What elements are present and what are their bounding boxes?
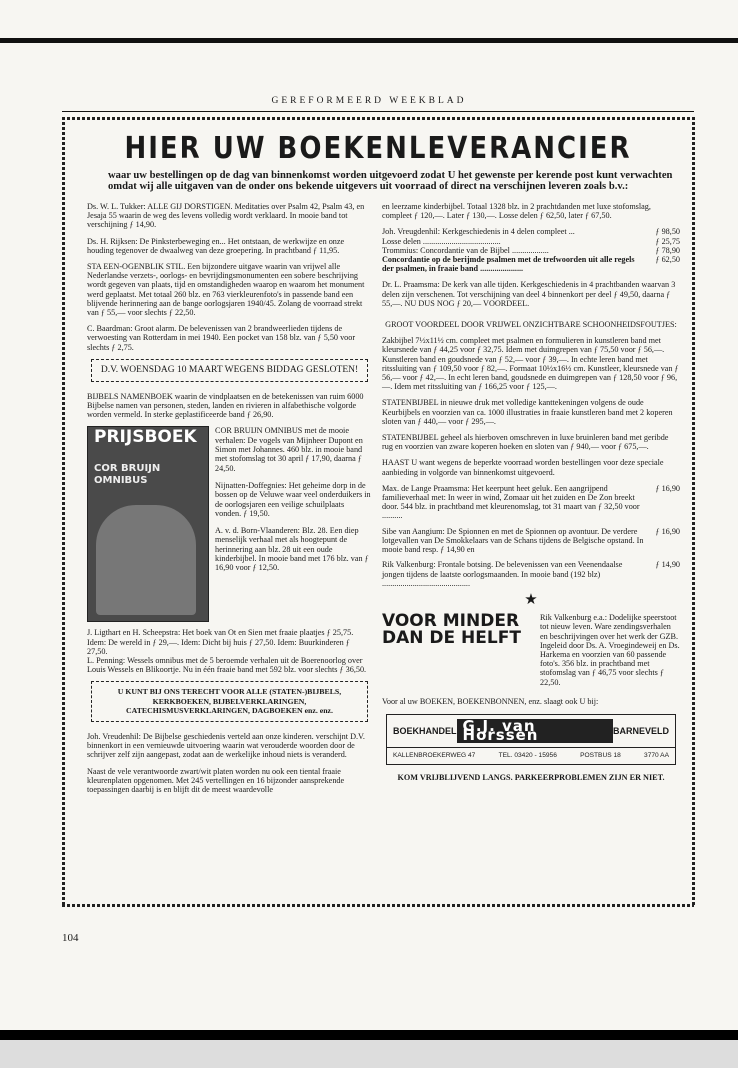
haast-notice: HAAST U want wegens de beperkte voorraad worden bestellingen voor deze speciale aanbieding in volgorde van binnenkomst uitgevoerd.: [382, 458, 664, 477]
ad-ligthart: J. Ligthart en H. Scheepstra: Het boek van Ot en Sien met fraaie plaatjes ƒ 25,75. Idem: De wereld in ƒ 29,—. Idem: Dicht bij huis ƒ 27,50. Idem: Buurkinderen ƒ 27,50.: [87, 628, 354, 656]
bibles-notice: U KUNT BIJ ONS TERECHT VOOR ALLE (STATEN-)BIJBELS, KERKBOEKEN, BIJBELVERKLARINGEN, CATECHISMUSVERKLARINGEN, DAGBOEKEN enz. enz.: [91, 681, 368, 722]
top-wavy-border: [62, 117, 694, 120]
header-rule: [62, 111, 694, 112]
ad-rijksen: Ds. H. Rijksen: De Pinksterbeweging en... Het ontstaan, de werkwijze en onze houding tegenover de dwaalweg van deze groepering. In prachtband ƒ 11,95.: [87, 236, 345, 255]
ad-namenboek: BIJBELS NAMENBOEK waarin de vindplaatsen en de betekenissen van ruim 6000 Bijbelse namen van personen, steden, landen en rivieren in alfabethische volgorde worden vermeld. In sterke geplastificeerde band ƒ 26,90.: [87, 391, 364, 420]
shop-intro: Voor al uw BOEKEN, BOEKENBONNEN, enz. slaagt ook U bij:: [382, 696, 599, 706]
closing-line: KOM VRIJBLIJVEND LANGS. PARKEERPROBLEMEN ZIJN ER NIET.: [397, 772, 665, 782]
shop-advert: [386, 714, 676, 765]
shop-postcode: 3770 AA: [644, 752, 669, 760]
bottom-border: [0, 1030, 738, 1040]
ad-zakbijbel: Zakbijbel 7½x11½ cm. compleet met psalmen en formulieren in kunstleren band met kleursnede van ƒ 44,25 voor ƒ 32,75. Idem met duimgrepen van ƒ 75,50 voor ƒ 56,—. Kunstleren band en goudsnede van ƒ 52,— voor ƒ 39,—. In echte leren band met ritssluiting van ƒ 109,50 voor ƒ 82,—. Formaat 10½x16½ cm. Kunstleer, kleursnede van ƒ 56,— voor ƒ 42,—. In echt leren band, goudsnede en duimgrepen van ƒ 128,50 voor ƒ 96,—. Idem met ritssluiting van ƒ 166,25 voor ƒ 125,—.: [382, 336, 679, 392]
ad-vreudenhil-cont: Naast de vele verantwoorde zwart/wit platen worden nu ook een tiental fraaie kleurenplaten opgenomen. Met 245 vertellingen en 16 bijzonder aansprekende toepassingen daarbij is en blijft dit de meest waardevolle: [87, 766, 345, 794]
section-heading: GROOT VOORDEEL DOOR VRIJWEL ONZICHTBARE SCHOONHEIDSFOUTJES:: [385, 320, 677, 330]
shop-pobox: POSTBUS 18: [580, 752, 621, 760]
ad-vreudenhil: Joh. Vreudenhil: De Bijbelse geschiedenis verteld aan onze kinderen. verschijnt D.V. binnenkort in een vernieuwde uitvoering waarin wat verouderde woorden door de schrijver zelf zijn aangepast, zodat aan de werkelijke inhoud niets is veranderd.: [87, 731, 365, 760]
price-row: Concordantie op de berijmde psalmen met de trefwoorden uit alle regels der psalmen, in fraaie band ..................... ƒ 62,50: [382, 255, 680, 274]
promo-headline: VOOR MINDER DAN DE HELFT: [382, 611, 521, 649]
left-column: [87, 202, 372, 801]
price-list-1: [382, 227, 680, 273]
promo-block: [382, 613, 680, 687]
ad-kinderbijbel-cont: en leerzame kinderbijbel. Totaal 1328 blz. in 2 prachtdanden met luxe stofomslag, compleet ƒ 120,—. Later ƒ 130,—. Losse delen ƒ 62,50, later ƒ 67,50.: [382, 202, 651, 221]
prize-book-block: [87, 426, 372, 622]
ad-born-vlaanderen: A. v. d. Born-Vlaanderen: Blz. 28. Een diep menselijk verhaal met als hoogtepunt de herinnering aan blz. 28 uit een oude kinderbijbel. In mooie band met 176 blz. van ƒ 16,90 voor ƒ 12,50.: [215, 526, 369, 573]
shop-city: BARNEVELD: [612, 725, 669, 736]
star-ornament: ★: [524, 591, 538, 608]
ad-penning: L. Penning: Wessels omnibus met de 5 beroemde verhalen uit de Boerenoorlog over Louis Wessels en Blikoortje. Nu in één fraaie band met 592 blz. voor slechts ƒ 36,50.: [87, 656, 367, 675]
top-border: [0, 38, 738, 43]
bottom-wavy-border: [62, 904, 694, 907]
price-row: Rik Valkenburg: Frontale botsing. De belevenissen van een Veenendaalse jongen tijdens de laatste oorlogsmaanden. In mooie band (192 blz) ........................................... ƒ 14,90: [382, 560, 680, 588]
ad-statenbijbel-1: STATENBIJBEL in nieuwe druk met volledige kanttekeningen volgens de oude Keurbijbels en voorzien van ca. 1000 illustraties in fraaie kunstleren band met 2 koperen sloten van ƒ 440,— voor ƒ 295,—.: [382, 398, 673, 426]
cover-illustration: [96, 505, 196, 615]
right-wavy-border: [692, 117, 695, 905]
ad-cor-bruijn: COR BRUIJN OMNIBUS met de mooie verhalen: De vogels van Mijnheer Dupont en Simon met Johannes. 460 blz. in mooie band met stofomslag tot 30 april ƒ 17,90, daarna ƒ 24,50.: [215, 426, 363, 473]
left-wavy-border: [62, 117, 65, 905]
prize-book-text: [215, 426, 372, 622]
ad-statenbijbel-2: STATENBIJBEL geheel als hierboven omschreven in luxe bruinleren band met geribde rug en voorzien van zware koperen hoeken en sloten van ƒ 940,— voor ƒ 675,—.: [382, 433, 669, 452]
price-row: Trommius: Concordantie van de Bijbel .................. ƒ 78,90: [382, 245, 680, 255]
book-cover-image: [87, 426, 209, 622]
price-row: Sibe van Aangium: De Spionnen en met de Spionnen op avontuur. De verdere lotgevallen van De Smokkelaars van de Schans tijdens de Belgische opstand. In mooie band resp. ƒ 14,90 en ƒ 16,90: [382, 526, 680, 555]
page-number: 104: [62, 932, 79, 944]
shop-phone: TEL. 03420 - 15956: [498, 752, 557, 760]
ad-sta-een-ogenblik: STA EEN-OGENBLIK STIL. Een bijzondere uitgave waarin van vrijwel alle Nederlandse verzets-, oorlogs- en bevrijdingsmonumenten een sobere beschrijving wordt gegeven van plaats, tijd en omstandigheden waarop en waarom het monument werd geplaatst. Met totaal 260 blz. en 763 vierkleurenfoto's in passende band een blijvende herinnering aan de bange oorlogsjaren 1940/45. Zolang de voorraad strekt van ƒ 55,— voor slechts ƒ 22,50.: [87, 262, 365, 318]
page-title: HIER UW BOEKENLEVERANCIER: [124, 131, 632, 167]
shop-type: BOEKHANDEL: [393, 725, 457, 736]
shop-logo: G.J. van Horssen: [457, 719, 613, 743]
ad-baardman: C. Baardman: Groot alarm. De belevenissen van 2 brandweerlieden tijdens de verwoesting van Rotterdam in mei 1940. Een pocket van 158 blz. van ƒ 5,50 voor slechts ƒ 2,75.: [87, 324, 356, 352]
right-column: [382, 202, 680, 789]
running-title: GEREFORMEERD WEEKBLAD: [271, 96, 467, 106]
scan-margin: [0, 1040, 738, 1068]
shop-street: KALLENBROEKERWEG 47: [393, 752, 476, 760]
intro-text: waar uw bestellingen op de dag van binnenkomst worden uitgevoerd zodat U het gewenste per kerende post kunt verwachten omdat wij alle uitgaven van de onder ons bekende uitgevers uit voorraad of direct na verschijnen leveren zoals b.v.:: [108, 170, 673, 192]
cover-title: COR BRUIJN OMNIBUS: [94, 463, 161, 487]
price-list-2: [382, 484, 680, 588]
ad-praamsma: Dr. L. Praamsma: De kerk van alle tijden. Kerkgeschiedenis in 4 prachtbanden waarvan 3 delen zijn verschenen. Tot verschijning van deel 4 binnenkort per deel ƒ 49,50, daarna ƒ 55,—. NU DUS NOG ƒ 20,— VOORDEEL.: [382, 280, 676, 308]
ad-nijnatten: Nijnatten-Doffegnies: Het geheime dorp in de bossen op de Veluwe waar veel onderduikers in de oorlogsjaren een veilige schuilplaats vonden. ƒ 19,50.: [215, 480, 371, 518]
price-row: Joh. Vreugdenhil: Kerkgeschiedenis in 4 delen compleet ... ƒ 98,50: [382, 227, 680, 237]
price-row: Max. de Lange Praamsma: Het keerpunt heet geluk. Een aangrijpend familieverhaal met: In weer in wind, Zomaar uit het zuiden en De Zon breekt door. 544 blz. in prachtband met kleurenomslag, tot 31 maart van ƒ 32,50 voor .......... ƒ 16,90: [382, 483, 680, 521]
promo-text: Rik Valkenburg e.a.: Dodelijke speerstoot tot nieuw leven. Ware zendingsverhalen en beschrijvingen over het werk der GZB. Ingeleid door Ds. A. Vroegindeweij en Ds. Harkema en voorzien van 60 passende foto's. 356 blz. in prachtband met stofomslag van ƒ 46,75 voor slechts ƒ 22,50.: [540, 613, 680, 687]
closed-notice: D.V. WOENSDAG 10 MAART WEGENS BIDDAG GESLOTEN!: [91, 359, 368, 382]
ad-tukker: Ds. W. L. Tukker: ALLE GIJ DORSTIGEN. Meditaties over Psalm 42, Psalm 43, en Jesaja 55 waarin de weg des levens volledig wordt verklaard. In mooie band tot verschijning ƒ 14,90.: [87, 202, 365, 230]
cover-label: PRIJSBOEK: [94, 427, 197, 448]
price-row: Losse delen ...................................... ƒ 25,75: [382, 236, 680, 246]
